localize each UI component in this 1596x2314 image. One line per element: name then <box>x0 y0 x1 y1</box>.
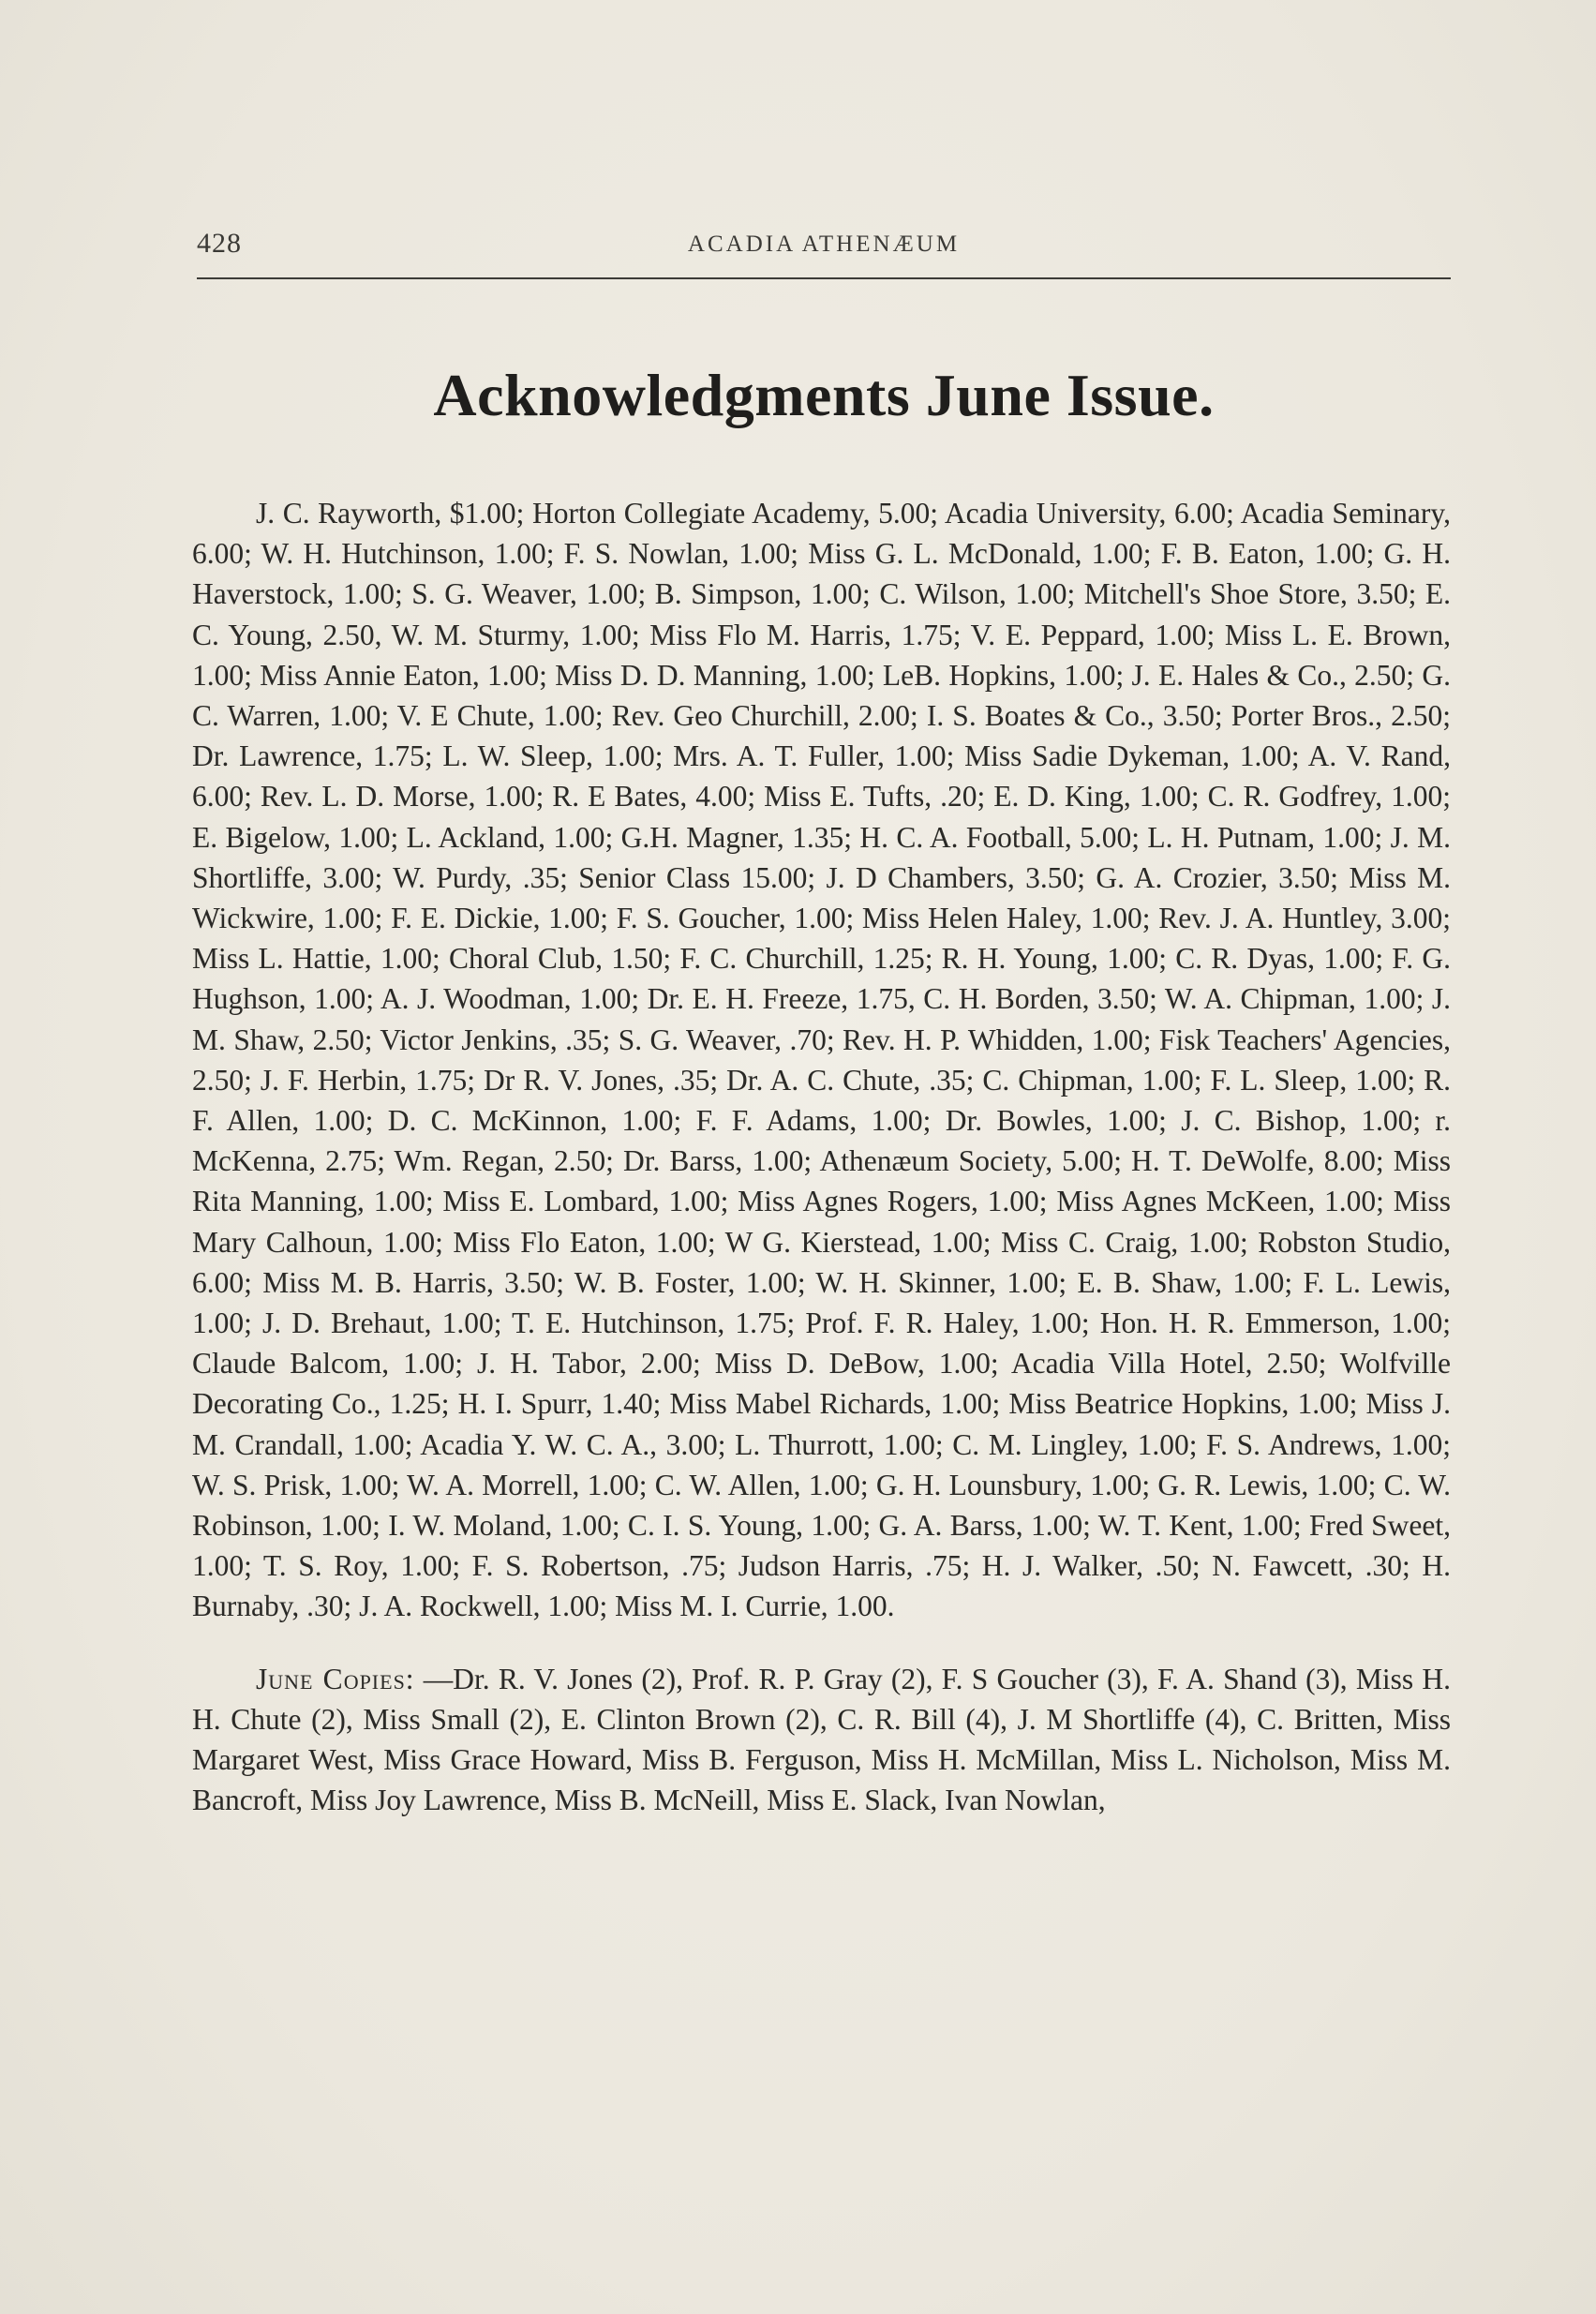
page-header <box>197 228 1451 265</box>
running-head: ACADIA ATHENÆUM <box>687 231 961 257</box>
page-title: Acknowledgments June Issue. <box>433 362 1215 428</box>
article-body <box>192 493 1451 1821</box>
acknowledgments-paragraph: J. C. Rayworth, $1.00; Horton Collegiate Academy, 5.00; Acadia University, 6.00; Acadia Seminary, 6.00; W. H. Hutchinson, 1.00; F. S. Nowlan, 1.00; Miss G. L. McDonald, 1.00; F. B. Eaton, 1.00; G. H. Haverstock, 1.00; S. G. Weaver, 1.00; B. Simpson, 1.00; C. Wilson, 1.00; Mitchell's Shoe Store, 3.50; E. C. Young, 2.50, W. M. Sturmy, 1.00; Miss Flo M. Harris, 1.75; V. E. Peppard, 1.00; Miss L. E. Brown, 1.00; Miss Annie Eaton, 1.00; Miss D. D. Manning, 1.00; LeB. Hopkins, 1.00; J. E. Hales & Co., 2.50; G. C. Warren, 1.00; V. E Chute, 1.00; Rev. Geo Churchill, 2.00; I. S. Boates & Co., 3.50; Porter Bros., 2.50; Dr. Lawrence, 1.75; L. W. Sleep, 1.00; Mrs. A. T. Fuller, 1.00; Miss Sadie Dykeman, 1.00; A. V. Rand, 6.00; Rev. L. D. Morse, 1.00; R. E Bates, 4.00; Miss E. Tufts, .20; E. D. King, 1.00; C. R. Godfrey, 1.00; E. Bigelow, 1.00; L. Ackland, 1.00; G.H. Magner, 1.35; H. C. A. Football, 5.00; L. H. Putnam, 1.00; J. M. Shortliffe, 3.00; W. Purdy, .35; Senior Class 15.00; J. D Chambers, 3.50; G. A. Crozier, 3.50; Miss M. Wickwire, 1.00; F. E. Dickie, 1.00; F. S. Goucher, 1.00; Miss Helen Haley, 1.00; Rev. J. A. Huntley, 3.00; Miss L. Hattie, 1.00; Choral Club, 1.50; F. C. Churchill, 1.25; R. H. Young, 1.00; C. R. Dyas, 1.00; F. G. Hughson, 1.00; A. J. Woodman, 1.00; Dr. E. H. Freeze, 1.75, C. H. Borden, 3.50; W. A. Chipman, 1.00; J. M. Shaw, 2.50; Victor Jenkins, .35; S. G. Weaver, .70; Rev. H. P. Whidden, 1.00; Fisk Teachers' Agencies, 2.50; J. F. Herbin, 1.75; Dr R. V. Jones, .35; Dr. A. C. Chute, .35; C. Chipman, 1.00; F. L. Sleep, 1.00; R. F. Allen, 1.00; D. C. McKinnon, 1.00; F. F. Adams, 1.00; Dr. Bowles, 1.00; J. C. Bishop, 1.00; r. McKenna, 2.75; Wm. Regan, 2.50; Dr. Barss, 1.00; Athenæum Society, 5.00; H. T. DeWolfe, 8.00; Miss Rita Manning, 1.00; Miss E. Lombard, 1.00; Miss Agnes Rogers, 1.00; Miss Agnes McKeen, 1.00; Miss Mary Calhoun, 1.00; Miss Flo Eaton, 1.00; W G. Kierstead, 1.00; Miss C. Craig, 1.00; Robston Studio, 6.00; Miss M. B. Harris, 3.50; W. B. Foster, 1.00; W. H. Skinner, 1.00; E. B. Shaw, 1.00; F. L. Lewis, 1.00; J. D. Brehaut, 1.00; T. E. Hutchinson, 1.75; Prof. F. R. Haley, 1.00; Hon. H. R. Emmerson, 1.00; Claude Balcom, 1.00; J. H. Tabor, 2.00; Miss D. DeBow, 1.00; Acadia Villa Hotel, 2.50; Wolfville Decorating Co., 1.25; H. I. Spurr, 1.40; Miss Mabel Richards, 1.00; Miss Beatrice Hopkins, 1.00; Miss J. M. Crandall, 1.00; Acadia Y. W. C. A., 3.00; L. Thurrott, 1.00; C. M. Lingley, 1.00; F. S. Andrews, 1.00; W. S. Prisk, 1.00; W. A. Morrell, 1.00; C. W. Allen, 1.00; G. H. Lounsbury, 1.00; G. R. Lewis, 1.00; C. W. Robinson, 1.00; I. W. Moland, 1.00; C. I. S. Young, 1.00; G. A. Barss, 1.00; W. T. Kent, 1.00; Fred Sweet, 1.00; T. S. Roy, 1.00; F. S. Robertson, .75; Judson Harris, .75; H. J. Walker, .50; N. Fawcett, .30; H. Burnaby, .30; J. A. Rockwell, 1.00; Miss M. I. Currie, 1.00. <box>192 497 1451 1623</box>
june-copies-list: —Dr. R. V. Jones (2), Prof. R. P. Gray (2), F. S Goucher (3), F. A. Shand (3), Miss H. H. Chute (2), Miss Small (2), E. Clinton Brown (2), C. R. Bill (4), J. M Shortliffe (4), C. Britten, Miss Margaret West, Miss Grace Howard, Miss B. Ferguson, Miss H. McMillan, Miss L. Nicholson, Miss M. Bancroft, Miss Joy Lawrence, Miss B. McNeill, Miss E. Slack, Ivan Nowlan, <box>192 1662 1451 1817</box>
june-copies-paragraph <box>192 1659 1451 1821</box>
page-number: 428 <box>197 228 242 259</box>
header-divider <box>197 277 1451 279</box>
june-copies-lead: June Copies: <box>256 1662 415 1695</box>
